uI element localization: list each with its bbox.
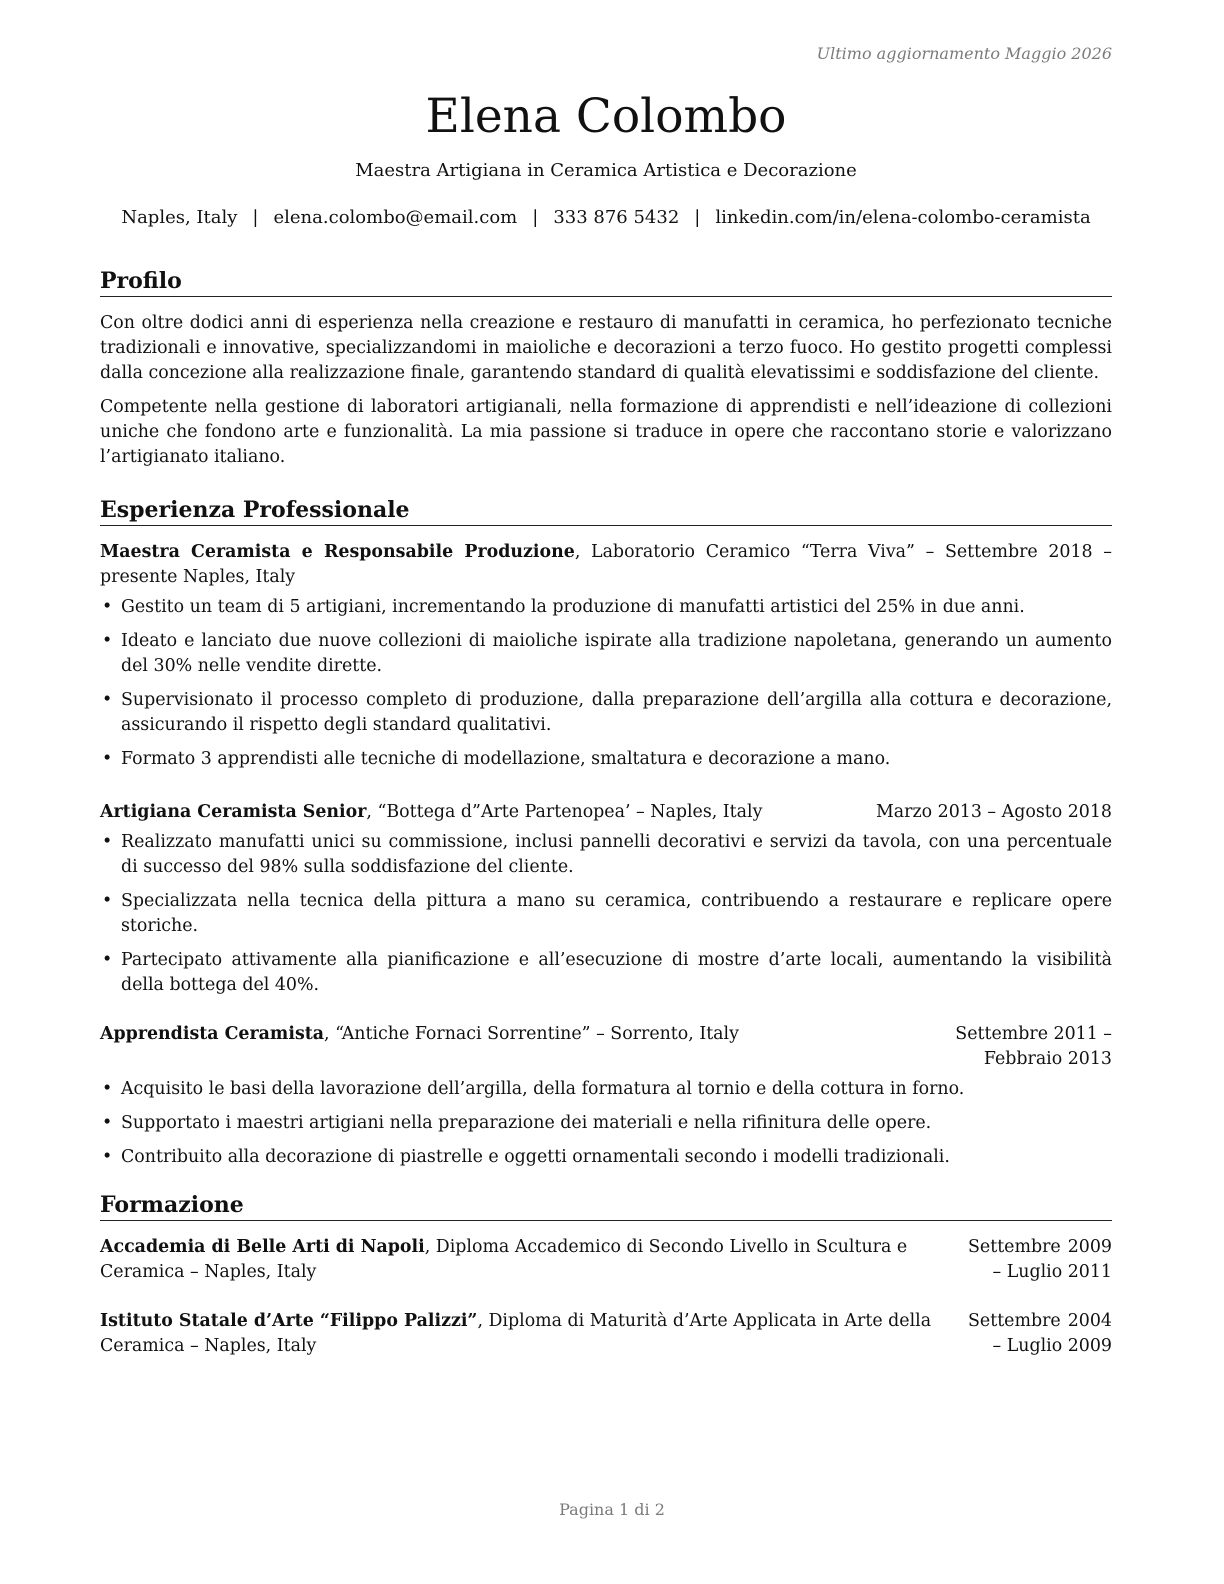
job-entry bbox=[100, 1022, 1112, 1170]
page-number: Pagina 1 di 2 bbox=[559, 1500, 665, 1519]
education-entry bbox=[100, 1309, 1112, 1359]
job-header bbox=[100, 540, 1112, 590]
contact-phone: 333 876 5432 bbox=[553, 207, 680, 228]
candidate-name: Elena Colombo bbox=[425, 89, 787, 144]
job-dates: Marzo 2013 – Agosto 2018 bbox=[876, 802, 1112, 822]
profile-section bbox=[100, 267, 1112, 470]
education-section-title: Formazione bbox=[100, 1191, 1112, 1221]
job-bullet: • Specializzata nella tecnica della pittura a mano su ceramica, contribuendo a restaurare e replicare opere storiche. bbox=[100, 889, 1112, 939]
education-details: , Diploma di Maturità d’Arte Applicata in Arte della Ceramica – Naples, Italy bbox=[100, 1311, 932, 1356]
candidate-subtitle: Maestra Artigiana in Ceramica Artistica e Decorazione bbox=[355, 160, 857, 181]
job-bullet: • Contribuito alla decorazione di piastrelle e oggetti ornamentali secondo i modelli tradizionali. bbox=[100, 1145, 1112, 1170]
job-bullets bbox=[100, 1077, 1112, 1170]
contact-line bbox=[100, 207, 1112, 228]
experience-section-title: Esperienza Professionale bbox=[100, 496, 1112, 526]
job-bullet: • Acquisito le basi della lavorazione dell’argilla, della formatura al tornio e della cottura in forno. bbox=[100, 1077, 1112, 1102]
education-dates: Settembre 2009 – Luglio 2011 bbox=[968, 1237, 1112, 1282]
education-dates: Settembre 2004 – Luglio 2009 bbox=[968, 1311, 1112, 1356]
job-entry bbox=[100, 540, 1112, 772]
contact-linkedin[interactable]: linkedin.com/in/elena-colombo-ceramista bbox=[715, 207, 1091, 228]
job-bullet: • Realizzato manufatti unici su commissione, inclusi pannelli decorativi e servizi da tavola, con una percentuale di successo del 98% sulla soddisfazione del cliente. bbox=[100, 830, 1112, 880]
contact-email[interactable]: elena.colombo@email.com bbox=[273, 207, 518, 228]
job-bullets bbox=[100, 830, 1112, 998]
job-details: , “Bottega d”Arte Partenopea’ – Naples, Italy bbox=[366, 802, 763, 822]
job-role: Artigiana Ceramista Senior bbox=[100, 802, 367, 822]
last-updated: Ultimo aggiornamento Maggio 2026 bbox=[816, 44, 1112, 63]
education-school: Accademia di Belle Arti di Napoli bbox=[100, 1237, 425, 1257]
job-details: , “Antiche Fornaci Sorrentine” – Sorrento, Italy bbox=[324, 1024, 739, 1044]
education-section bbox=[100, 1191, 1112, 1359]
job-role: Apprendista Ceramista bbox=[100, 1024, 325, 1044]
contact-separator: | bbox=[694, 207, 701, 228]
job-header bbox=[100, 1022, 1112, 1072]
job-bullet: • Gestito un team di 5 artigiani, incrementando la produzione di manufatti artistici del 25% in due anni. bbox=[100, 595, 1112, 620]
profile-section-title: Profilo bbox=[100, 267, 1112, 297]
job-role: Maestra Ceramista e Responsabile Produzione bbox=[100, 542, 575, 562]
job-bullet: • Supervisionato il processo completo di produzione, dalla preparazione dell’argilla alla cottura e decorazione, assicurando il rispetto degli standard qualitativi. bbox=[100, 688, 1112, 738]
job-bullet: • Partecipato attivamente alla pianificazione e all’esecuzione di mostre d’arte locali, aumentando la visibilità della bottega del 40%. bbox=[100, 948, 1112, 998]
profile-paragraph: Competente nella gestione di laboratori artigianali, nella formazione di apprendisti e nell’ideazione di collezioni uniche che fondono arte e funzionalità. La mia passione si traduce in opere che raccontano storie e valorizzano l’artigianato italiano. bbox=[100, 397, 1112, 467]
contact-separator: | bbox=[252, 207, 259, 228]
profile-paragraph: Con oltre dodici anni di esperienza nella creazione e restauro di manufatti in ceramica, ho perfezionato tecniche tradizionali e innovative, specializzandomi in maioliche e decorazioni a terzo fuoco. Ho gestito progetti complessi dalla concezione alla realizzazione finale, garantendo standard di qualità elevatissimi e soddisfazione del cliente. bbox=[100, 313, 1112, 383]
contact-separator: | bbox=[532, 207, 539, 228]
education-school: Istituto Statale d’Arte “Filippo Palizzi” bbox=[100, 1311, 478, 1331]
contact-location: Naples, Italy bbox=[121, 207, 238, 228]
job-details: , Laboratorio Ceramico “Terra Viva” – Settembre 2018 – presente Naples, Italy bbox=[100, 542, 1112, 587]
experience-section bbox=[100, 496, 1112, 1170]
education-details: , Diploma Accademico di Secondo Livello in Scultura e Ceramica – Naples, Italy bbox=[100, 1237, 908, 1282]
job-bullets bbox=[100, 595, 1112, 772]
job-dates: Settembre 2011 – Febbraio 2013 bbox=[955, 1024, 1112, 1069]
job-bullet: • Supportato i maestri artigiani nella preparazione dei materiali e nella rifinitura delle opere. bbox=[100, 1111, 1112, 1136]
job-entry bbox=[100, 800, 1112, 998]
job-bullet: • Formato 3 apprendisti alle tecniche di modellazione, smaltatura e decorazione a mano. bbox=[100, 747, 1112, 772]
education-entry bbox=[100, 1235, 1112, 1285]
job-bullet: • Ideato e lanciato due nuove collezioni di maioliche ispirate alla tradizione napoletana, generando un aumento del 30% nelle vendite dirette. bbox=[100, 629, 1112, 679]
job-header bbox=[100, 800, 1112, 825]
